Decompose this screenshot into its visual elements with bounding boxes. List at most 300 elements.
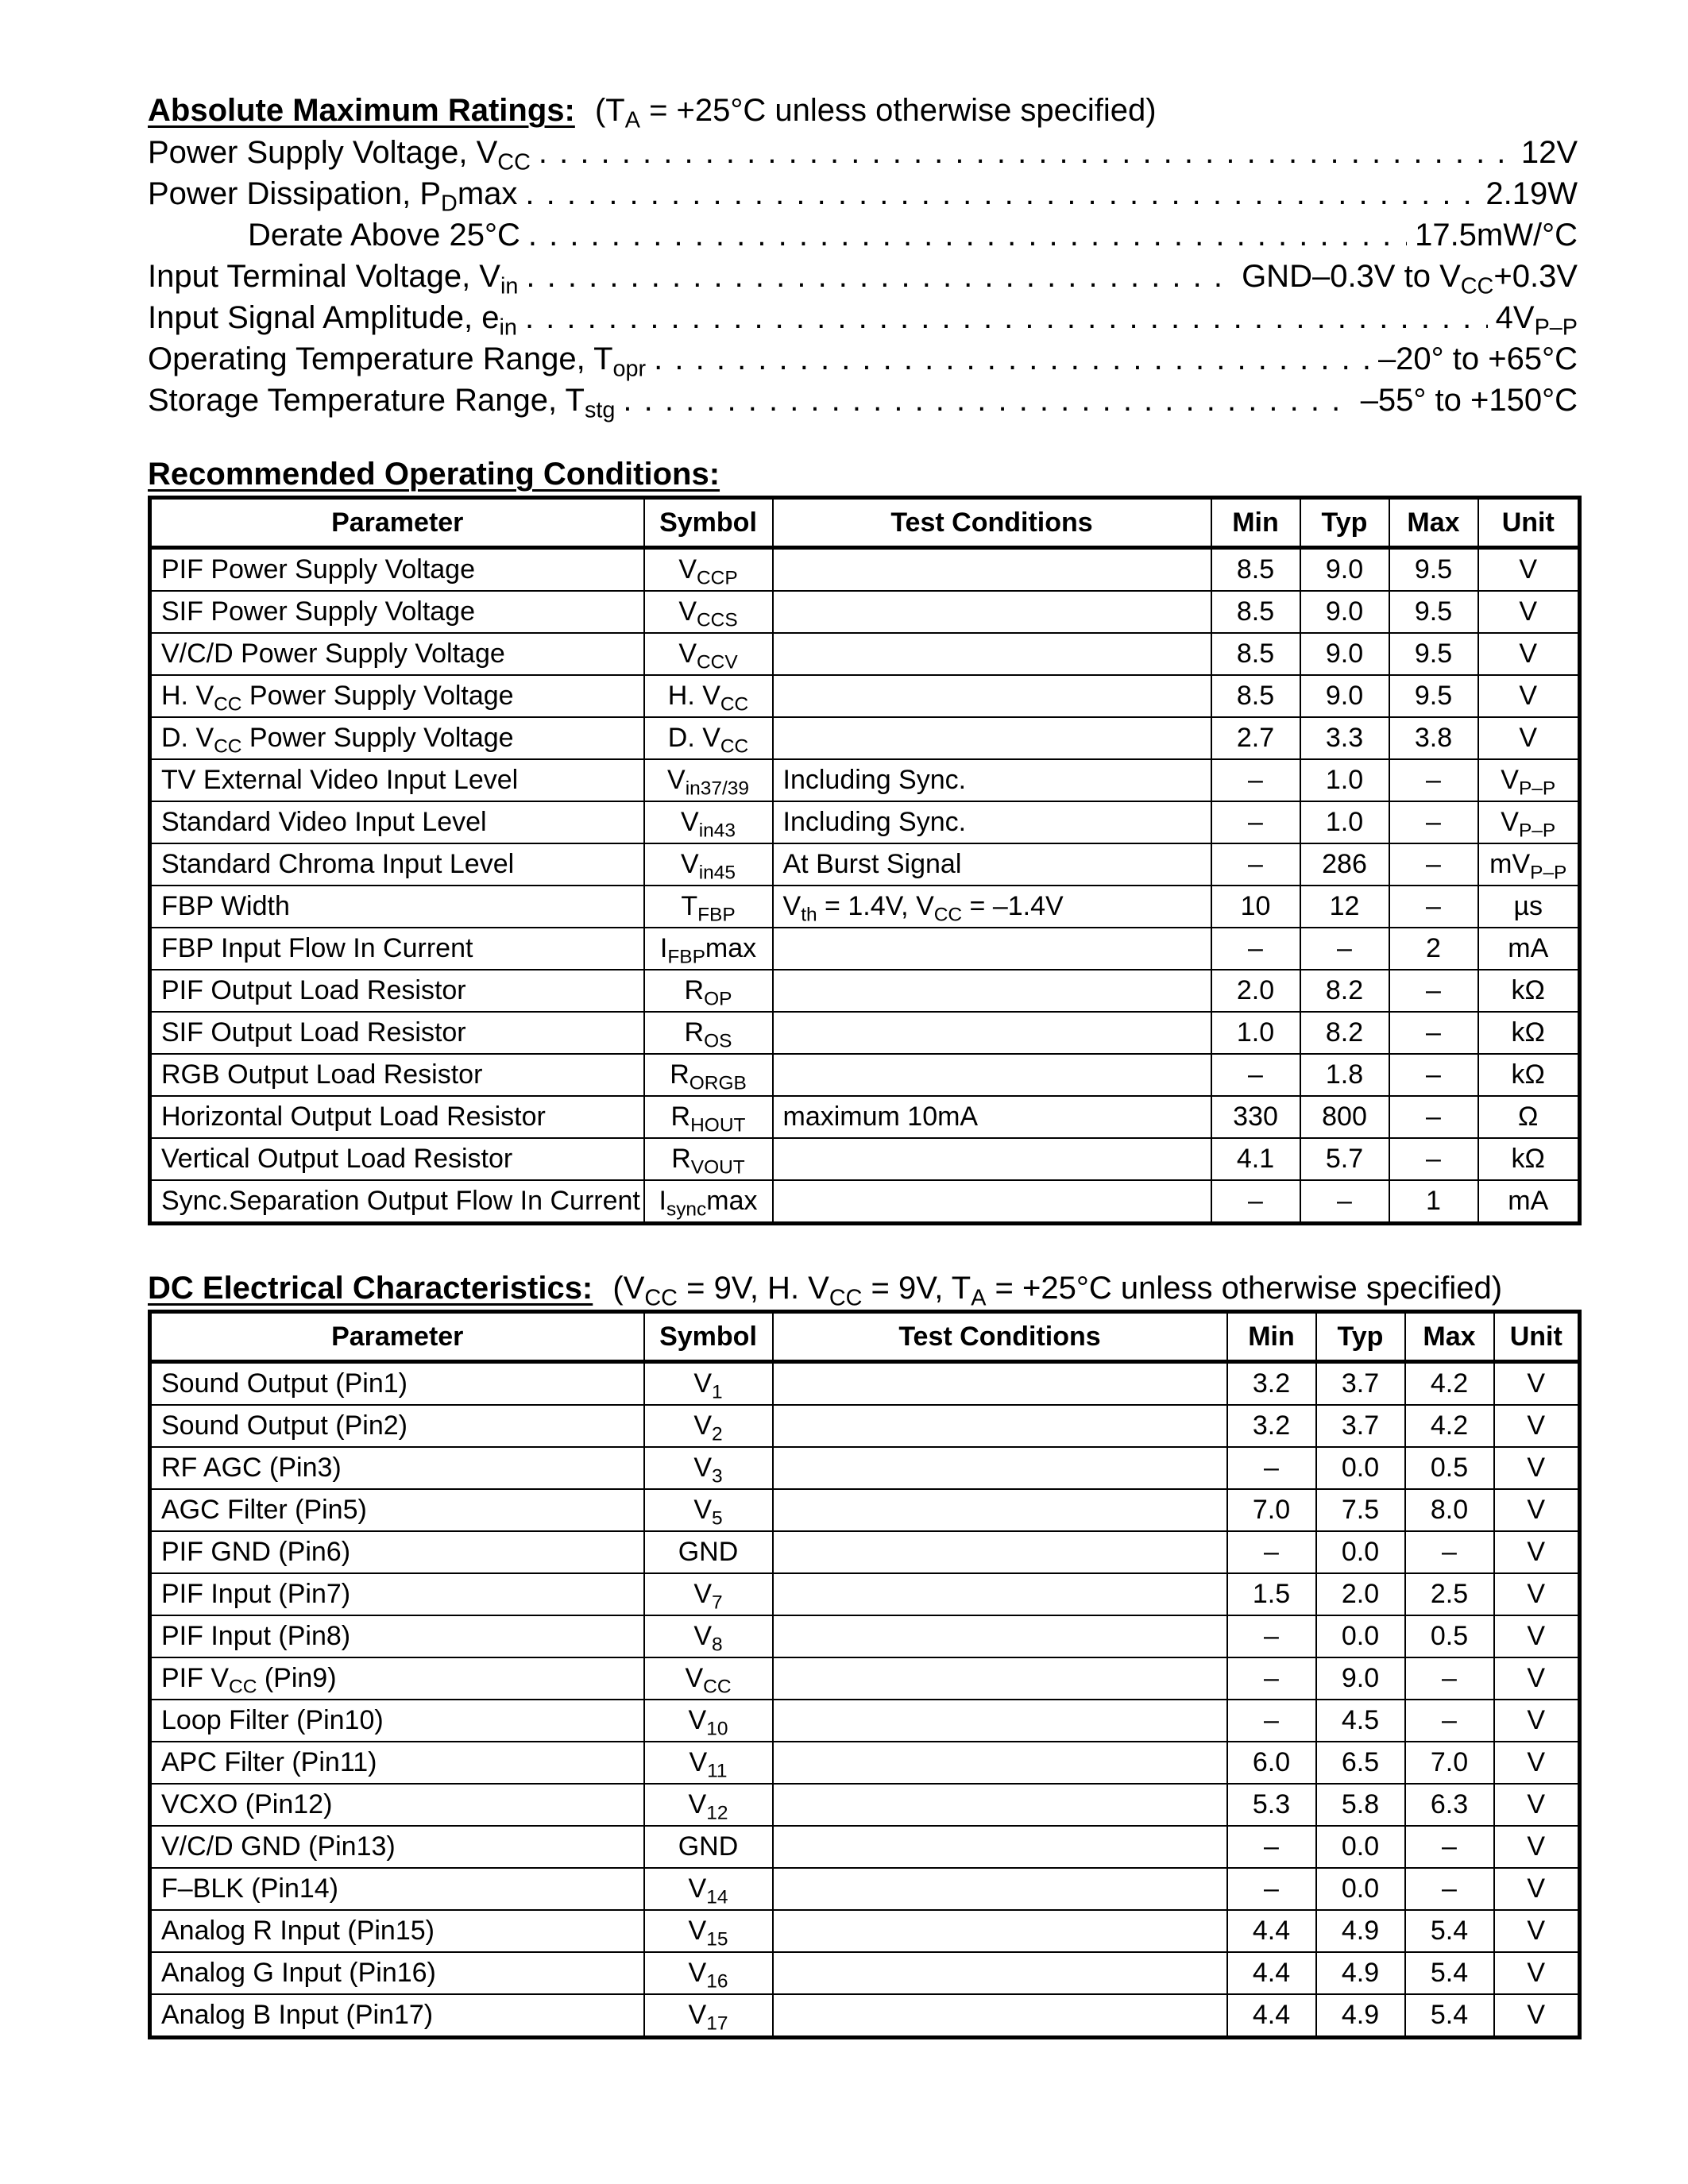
max-cell: 8.0 bbox=[1405, 1489, 1494, 1531]
max-cell: 6.3 bbox=[1405, 1784, 1494, 1826]
min-cell: – bbox=[1211, 928, 1300, 970]
table-row bbox=[150, 1615, 1580, 1657]
column-header: Parameter bbox=[150, 498, 644, 548]
typ-cell: 4.9 bbox=[1316, 1952, 1405, 1994]
test-cond-cell bbox=[773, 1910, 1227, 1952]
test-cond-cell bbox=[773, 1784, 1227, 1826]
symbol-cell: $V_{in37/39}$ bbox=[644, 759, 773, 801]
param-cell: FBP Input Flow In Current bbox=[150, 928, 644, 970]
max-cell: – bbox=[1389, 759, 1478, 801]
param-cell: TV External Video Input Level bbox=[150, 759, 644, 801]
table-row bbox=[150, 1784, 1580, 1826]
test-cond-cell bbox=[773, 1994, 1227, 2038]
param-cell: D. $V_{CC}$ Power Supply Voltage bbox=[150, 717, 644, 759]
min-cell: – bbox=[1227, 1447, 1316, 1489]
symbol-cell: D. $V_{CC}$ bbox=[644, 717, 773, 759]
test-cond-cell bbox=[773, 717, 1211, 759]
rating-row bbox=[148, 338, 1578, 380]
unit-cell: V bbox=[1478, 548, 1580, 592]
test-cond-cell bbox=[773, 1657, 1227, 1700]
typ-cell: 7.5 bbox=[1316, 1489, 1405, 1531]
test-cond-cell bbox=[773, 1700, 1227, 1742]
unit-cell: V bbox=[1494, 1615, 1580, 1657]
max-cell: 4.2 bbox=[1405, 1362, 1494, 1406]
rating-value: GND–0.3V to $V_{CC}+0.3V$ bbox=[1242, 259, 1578, 299]
param-cell: Loop Filter (Pin10) bbox=[150, 1700, 644, 1742]
unit-cell: V bbox=[1494, 1910, 1580, 1952]
param-cell: Sound Output (Pin2) bbox=[150, 1405, 644, 1447]
table-row bbox=[150, 1657, 1580, 1700]
leader-dots bbox=[528, 214, 1407, 256]
test-cond-cell bbox=[773, 1362, 1227, 1406]
symbol-cell: $V_5$ bbox=[644, 1489, 773, 1531]
typ-cell: 0.0 bbox=[1316, 1447, 1405, 1489]
test-cond-cell bbox=[773, 1012, 1211, 1054]
max-cell: – bbox=[1389, 801, 1478, 843]
min-cell: 4.4 bbox=[1227, 1994, 1316, 2038]
rating-row bbox=[148, 173, 1578, 217]
min-cell: 4.1 bbox=[1211, 1138, 1300, 1180]
unit-cell: V bbox=[1494, 1362, 1580, 1406]
test-cond-cell bbox=[773, 1054, 1211, 1096]
unit-cell: kΩ bbox=[1478, 970, 1580, 1012]
test-cond-cell bbox=[773, 1868, 1227, 1910]
symbol-cell: $V_{12}$ bbox=[644, 1784, 773, 1826]
typ-cell: 6.5 bbox=[1316, 1742, 1405, 1784]
max-cell: 5.4 bbox=[1405, 1994, 1494, 2038]
param-cell: Standard Chroma Input Level bbox=[150, 843, 644, 886]
min-cell: – bbox=[1211, 1180, 1300, 1224]
leader-dots bbox=[539, 132, 1513, 173]
unit-cell: V bbox=[1478, 633, 1580, 675]
max-cell: 4.2 bbox=[1405, 1405, 1494, 1447]
symbol-cell: $V_{CCV}$ bbox=[644, 633, 773, 675]
table-row bbox=[150, 1405, 1580, 1447]
max-cell: – bbox=[1405, 1700, 1494, 1742]
typ-cell: 3.3 bbox=[1300, 717, 1389, 759]
rec-op-table bbox=[148, 496, 1582, 1225]
typ-cell: – bbox=[1300, 928, 1389, 970]
symbol-cell: $V_{17}$ bbox=[644, 1994, 773, 2038]
min-cell: – bbox=[1211, 843, 1300, 886]
min-cell: – bbox=[1211, 1054, 1300, 1096]
unit-cell: V bbox=[1494, 1531, 1580, 1573]
rating-label: Operating Temperature Range, $T_{opr}$ bbox=[148, 341, 647, 382]
max-cell: – bbox=[1405, 1826, 1494, 1868]
symbol-cell: H. $V_{CC}$ bbox=[644, 675, 773, 717]
symbol-cell: $V_1$ bbox=[644, 1362, 773, 1406]
table-row bbox=[150, 1531, 1580, 1573]
param-cell: PIF GND (Pin6) bbox=[150, 1531, 644, 1573]
symbol-cell: $I_{sync}\max$ bbox=[644, 1180, 773, 1224]
rating-value: 17.5mW/°C bbox=[1415, 218, 1578, 253]
rec-op-title: Recommended Operating Conditions: bbox=[148, 457, 720, 492]
typ-cell: 4.9 bbox=[1316, 1994, 1405, 2038]
min-cell: 5.3 bbox=[1227, 1784, 1316, 1826]
unit-cell: V bbox=[1478, 717, 1580, 759]
unit-cell: Ω bbox=[1478, 1096, 1580, 1138]
unit-cell: V bbox=[1494, 1952, 1580, 1994]
table-row bbox=[150, 1742, 1580, 1784]
min-cell: 8.5 bbox=[1211, 633, 1300, 675]
rating-label: Input Signal Amplitude, $e_{in}$ bbox=[148, 300, 517, 341]
table-row bbox=[150, 717, 1580, 759]
table-row bbox=[150, 928, 1580, 970]
symbol-cell: $V_{14}$ bbox=[644, 1868, 773, 1910]
table-row bbox=[150, 548, 1580, 592]
min-cell: 8.5 bbox=[1211, 591, 1300, 633]
max-cell: 5.4 bbox=[1405, 1952, 1494, 1994]
symbol-cell: $V_3$ bbox=[644, 1447, 773, 1489]
column-header: Symbol bbox=[644, 498, 773, 548]
column-header: Symbol bbox=[644, 1312, 773, 1362]
max-cell: 7.0 bbox=[1405, 1742, 1494, 1784]
min-cell: – bbox=[1211, 801, 1300, 843]
column-header: Test Conditions bbox=[773, 498, 1211, 548]
unit-cell: V bbox=[1494, 1573, 1580, 1615]
column-header: Max bbox=[1389, 498, 1478, 548]
table-row bbox=[150, 1573, 1580, 1615]
dc-char-table bbox=[148, 1310, 1582, 2039]
max-cell: – bbox=[1389, 1012, 1478, 1054]
param-cell: SIF Output Load Resistor bbox=[150, 1012, 644, 1054]
max-cell: – bbox=[1405, 1531, 1494, 1573]
table-row bbox=[150, 970, 1580, 1012]
symbol-cell: GND bbox=[644, 1826, 773, 1868]
test-cond-cell bbox=[773, 591, 1211, 633]
abs-max-heading bbox=[148, 89, 1578, 132]
table-row bbox=[150, 1952, 1580, 1994]
unit-cell: mA bbox=[1478, 1180, 1580, 1224]
typ-cell: 8.2 bbox=[1300, 1012, 1389, 1054]
test-cond-cell: Including Sync. bbox=[773, 801, 1211, 843]
param-cell: PIF $V_{CC}$ (Pin9) bbox=[150, 1657, 644, 1700]
min-cell: – bbox=[1227, 1531, 1316, 1573]
typ-cell: 9.0 bbox=[1300, 548, 1389, 592]
param-cell: AGC Filter (Pin5) bbox=[150, 1489, 644, 1531]
leader-dots bbox=[525, 173, 1477, 214]
param-cell: V/C/D Power Supply Voltage bbox=[150, 633, 644, 675]
test-cond-cell bbox=[773, 1615, 1227, 1657]
typ-cell: 3.7 bbox=[1316, 1362, 1405, 1406]
max-cell: 9.5 bbox=[1389, 591, 1478, 633]
unit-cell: $V_{P-P}$ bbox=[1478, 759, 1580, 801]
max-cell: 1 bbox=[1389, 1180, 1478, 1224]
rating-value: 12V bbox=[1520, 135, 1578, 170]
rating-value: 2.19W bbox=[1485, 176, 1578, 211]
rating-row bbox=[148, 132, 1578, 176]
typ-cell: 5.8 bbox=[1316, 1784, 1405, 1826]
rating-label: Derate Above 25°C bbox=[248, 218, 520, 253]
leader-dots bbox=[525, 297, 1488, 338]
max-cell: – bbox=[1389, 886, 1478, 928]
rating-value: –55° to +150°C bbox=[1360, 383, 1578, 418]
max-cell: 9.5 bbox=[1389, 633, 1478, 675]
param-cell: FBP Width bbox=[150, 886, 644, 928]
min-cell: 6.0 bbox=[1227, 1742, 1316, 1784]
max-cell: 9.5 bbox=[1389, 548, 1478, 592]
rec-op-header-row bbox=[150, 498, 1580, 548]
symbol-cell: $V_{15}$ bbox=[644, 1910, 773, 1952]
typ-cell: 5.7 bbox=[1300, 1138, 1389, 1180]
param-cell: Horizontal Output Load Resistor bbox=[150, 1096, 644, 1138]
param-cell: PIF Input (Pin8) bbox=[150, 1615, 644, 1657]
rating-row bbox=[148, 380, 1578, 421]
table-row bbox=[150, 633, 1580, 675]
rating-row bbox=[148, 214, 1578, 256]
param-cell: F–BLK (Pin14) bbox=[150, 1868, 644, 1910]
unit-cell: µs bbox=[1478, 886, 1580, 928]
max-cell: 0.5 bbox=[1405, 1447, 1494, 1489]
column-header: Unit bbox=[1494, 1312, 1580, 1362]
param-cell: Sound Output (Pin1) bbox=[150, 1362, 644, 1406]
abs-max-note: ($T_A = +25^\circ C$ unless otherwise specified) bbox=[594, 93, 1157, 133]
symbol-cell: $V_8$ bbox=[644, 1615, 773, 1657]
dc-char-note: ($V_{CC} = 9V$, H. $V_{CC} = 9V$, $T_A = +25^\circ C$ unless otherwise specified) bbox=[612, 1271, 1503, 1311]
symbol-cell: $R_{HOUT}$ bbox=[644, 1096, 773, 1138]
unit-cell: kΩ bbox=[1478, 1054, 1580, 1096]
max-cell: 2.5 bbox=[1405, 1573, 1494, 1615]
table-row bbox=[150, 1180, 1580, 1224]
test-cond-cell bbox=[773, 1138, 1211, 1180]
symbol-cell: $R_{ORGB}$ bbox=[644, 1054, 773, 1096]
min-cell: – bbox=[1227, 1657, 1316, 1700]
test-cond-cell bbox=[773, 548, 1211, 592]
min-cell: 1.5 bbox=[1227, 1573, 1316, 1615]
param-cell: Standard Video Input Level bbox=[150, 801, 644, 843]
typ-cell: 9.0 bbox=[1300, 675, 1389, 717]
column-header: Min bbox=[1211, 498, 1300, 548]
param-cell: PIF Output Load Resistor bbox=[150, 970, 644, 1012]
min-cell: 10 bbox=[1211, 886, 1300, 928]
symbol-cell: $V_{CCP}$ bbox=[644, 548, 773, 592]
test-cond-cell bbox=[773, 1573, 1227, 1615]
param-cell: SIF Power Supply Voltage bbox=[150, 591, 644, 633]
typ-cell: 9.0 bbox=[1300, 633, 1389, 675]
test-cond-cell bbox=[773, 1952, 1227, 1994]
table-row bbox=[150, 759, 1580, 801]
param-cell: RGB Output Load Resistor bbox=[150, 1054, 644, 1096]
symbol-cell: $V_7$ bbox=[644, 1573, 773, 1615]
unit-cell: V bbox=[1494, 1784, 1580, 1826]
rating-label: Input Terminal Voltage, $V_{in}$ bbox=[148, 259, 519, 299]
unit-cell: kΩ bbox=[1478, 1138, 1580, 1180]
table-row bbox=[150, 1910, 1580, 1952]
symbol-cell: $R_{OS}$ bbox=[644, 1012, 773, 1054]
symbol-cell: $V_{in45}$ bbox=[644, 843, 773, 886]
min-cell: 8.5 bbox=[1211, 548, 1300, 592]
max-cell: – bbox=[1389, 1096, 1478, 1138]
typ-cell: 12 bbox=[1300, 886, 1389, 928]
column-header: Parameter bbox=[150, 1312, 644, 1362]
symbol-cell: GND bbox=[644, 1531, 773, 1573]
max-cell: 0.5 bbox=[1405, 1615, 1494, 1657]
rating-row bbox=[148, 256, 1578, 297]
param-cell: Analog B Input (Pin17) bbox=[150, 1994, 644, 2038]
symbol-cell: $V_2$ bbox=[644, 1405, 773, 1447]
test-cond-cell: $V_{th} = 1.4V$, $V_{CC} = -1.4V$ bbox=[773, 886, 1211, 928]
symbol-cell: $V_{11}$ bbox=[644, 1742, 773, 1784]
column-header: Typ bbox=[1300, 498, 1389, 548]
unit-cell: V bbox=[1478, 675, 1580, 717]
dc-char-title: DC Electrical Characteristics: bbox=[148, 1271, 593, 1306]
param-cell: H. $V_{CC}$ Power Supply Voltage bbox=[150, 675, 644, 717]
table-row bbox=[150, 591, 1580, 633]
typ-cell: 8.2 bbox=[1300, 970, 1389, 1012]
symbol-cell: $I_{FBP}\max$ bbox=[644, 928, 773, 970]
table-row bbox=[150, 1700, 1580, 1742]
leader-dots bbox=[654, 338, 1370, 380]
unit-cell: V bbox=[1494, 1700, 1580, 1742]
min-cell: 8.5 bbox=[1211, 675, 1300, 717]
unit-cell: V bbox=[1494, 1742, 1580, 1784]
min-cell: 7.0 bbox=[1227, 1489, 1316, 1531]
test-cond-cell bbox=[773, 1531, 1227, 1573]
typ-cell: 4.5 bbox=[1316, 1700, 1405, 1742]
column-header: Min bbox=[1227, 1312, 1316, 1362]
table-row bbox=[150, 843, 1580, 886]
column-header: Unit bbox=[1478, 498, 1580, 548]
typ-cell: 0.0 bbox=[1316, 1531, 1405, 1573]
typ-cell: 1.0 bbox=[1300, 759, 1389, 801]
table-row bbox=[150, 1138, 1580, 1180]
rating-label: Power Dissipation, $P_D\max$ bbox=[148, 176, 518, 217]
unit-cell: $V_{P-P}$ bbox=[1478, 801, 1580, 843]
min-cell: 3.2 bbox=[1227, 1362, 1316, 1406]
rating-row bbox=[148, 297, 1578, 341]
typ-cell: 2.0 bbox=[1316, 1573, 1405, 1615]
unit-cell: V bbox=[1494, 1826, 1580, 1868]
min-cell: – bbox=[1227, 1615, 1316, 1657]
test-cond-cell: At Burst Signal bbox=[773, 843, 1211, 886]
test-cond-cell bbox=[773, 970, 1211, 1012]
symbol-cell: $R_{OP}$ bbox=[644, 970, 773, 1012]
symbol-cell: $V_{CCS}$ bbox=[644, 591, 773, 633]
max-cell: 2 bbox=[1389, 928, 1478, 970]
unit-cell: kΩ bbox=[1478, 1012, 1580, 1054]
param-cell: APC Filter (Pin11) bbox=[150, 1742, 644, 1784]
test-cond-cell: maximum 10mA bbox=[773, 1096, 1211, 1138]
table-row bbox=[150, 675, 1580, 717]
param-cell: RF AGC (Pin3) bbox=[150, 1447, 644, 1489]
param-cell: PIF Input (Pin7) bbox=[150, 1573, 644, 1615]
max-cell: 5.4 bbox=[1405, 1910, 1494, 1952]
param-cell: Analog G Input (Pin16) bbox=[150, 1952, 644, 1994]
test-cond-cell bbox=[773, 1742, 1227, 1784]
test-cond-cell bbox=[773, 1489, 1227, 1531]
min-cell: – bbox=[1227, 1868, 1316, 1910]
test-cond-cell bbox=[773, 1405, 1227, 1447]
symbol-cell: $V_{CC}$ bbox=[644, 1657, 773, 1700]
rec-op-heading bbox=[148, 453, 1578, 496]
rating-value: $4V_{P-P}$ bbox=[1495, 300, 1578, 341]
typ-cell: 1.8 bbox=[1300, 1054, 1389, 1096]
test-cond-cell bbox=[773, 1826, 1227, 1868]
typ-cell: – bbox=[1300, 1180, 1389, 1224]
dc-char-heading bbox=[148, 1267, 1578, 1310]
typ-cell: 9.0 bbox=[1300, 591, 1389, 633]
typ-cell: 0.0 bbox=[1316, 1868, 1405, 1910]
leader-dots bbox=[526, 256, 1234, 297]
test-cond-cell bbox=[773, 928, 1211, 970]
unit-cell: mA bbox=[1478, 928, 1580, 970]
symbol-cell: $V_{10}$ bbox=[644, 1700, 773, 1742]
min-cell: – bbox=[1227, 1700, 1316, 1742]
test-cond-cell bbox=[773, 1447, 1227, 1489]
table-row bbox=[150, 1096, 1580, 1138]
max-cell: – bbox=[1389, 970, 1478, 1012]
column-header: Typ bbox=[1316, 1312, 1405, 1362]
test-cond-cell: Including Sync. bbox=[773, 759, 1211, 801]
typ-cell: 3.7 bbox=[1316, 1405, 1405, 1447]
param-cell: Sync.Separation Output Flow In Current bbox=[150, 1180, 644, 1224]
unit-cell: V bbox=[1494, 1489, 1580, 1531]
typ-cell: 0.0 bbox=[1316, 1615, 1405, 1657]
unit-cell: V bbox=[1494, 1994, 1580, 2038]
leader-dots bbox=[623, 380, 1352, 421]
min-cell: 2.7 bbox=[1211, 717, 1300, 759]
max-cell: – bbox=[1389, 1054, 1478, 1096]
symbol-cell: $T_{FBP}$ bbox=[644, 886, 773, 928]
max-cell: – bbox=[1389, 1138, 1478, 1180]
param-cell: Analog R Input (Pin15) bbox=[150, 1910, 644, 1952]
table-row bbox=[150, 1012, 1580, 1054]
min-cell: 2.0 bbox=[1211, 970, 1300, 1012]
min-cell: 330 bbox=[1211, 1096, 1300, 1138]
unit-cell: $mV_{P-P}$ bbox=[1478, 843, 1580, 886]
typ-cell: 4.9 bbox=[1316, 1910, 1405, 1952]
unit-cell: V bbox=[1494, 1447, 1580, 1489]
max-cell: – bbox=[1405, 1868, 1494, 1910]
param-cell: PIF Power Supply Voltage bbox=[150, 548, 644, 592]
unit-cell: V bbox=[1494, 1657, 1580, 1700]
min-cell: – bbox=[1211, 759, 1300, 801]
table-row bbox=[150, 886, 1580, 928]
max-cell: – bbox=[1389, 843, 1478, 886]
table-row bbox=[150, 801, 1580, 843]
table-row bbox=[150, 1489, 1580, 1531]
symbol-cell: $V_{in43}$ bbox=[644, 801, 773, 843]
param-cell: Vertical Output Load Resistor bbox=[150, 1138, 644, 1180]
typ-cell: 1.0 bbox=[1300, 801, 1389, 843]
typ-cell: 800 bbox=[1300, 1096, 1389, 1138]
min-cell: 3.2 bbox=[1227, 1405, 1316, 1447]
column-header: Max bbox=[1405, 1312, 1494, 1362]
test-cond-cell bbox=[773, 1180, 1211, 1224]
abs-max-ratings-list bbox=[148, 132, 1578, 421]
param-cell: V/C/D GND (Pin13) bbox=[150, 1826, 644, 1868]
min-cell: – bbox=[1227, 1826, 1316, 1868]
max-cell: 9.5 bbox=[1389, 675, 1478, 717]
max-cell: – bbox=[1405, 1657, 1494, 1700]
max-cell: 3.8 bbox=[1389, 717, 1478, 759]
param-cell: VCXO (Pin12) bbox=[150, 1784, 644, 1826]
typ-cell: 286 bbox=[1300, 843, 1389, 886]
typ-cell: 0.0 bbox=[1316, 1826, 1405, 1868]
rating-label: Power Supply Voltage, $V_{CC}$ bbox=[148, 135, 531, 176]
rating-label: Storage Temperature Range, $T_{stg}$ bbox=[148, 383, 616, 423]
symbol-cell: $V_{16}$ bbox=[644, 1952, 773, 1994]
test-cond-cell bbox=[773, 675, 1211, 717]
datasheet-page bbox=[148, 89, 1578, 2039]
unit-cell: V bbox=[1494, 1868, 1580, 1910]
dc-char-header-row bbox=[150, 1312, 1580, 1362]
unit-cell: V bbox=[1494, 1405, 1580, 1447]
table-row bbox=[150, 1054, 1580, 1096]
min-cell: 4.4 bbox=[1227, 1910, 1316, 1952]
unit-cell: V bbox=[1478, 591, 1580, 633]
rating-value: –20° to +65°C bbox=[1377, 341, 1578, 376]
